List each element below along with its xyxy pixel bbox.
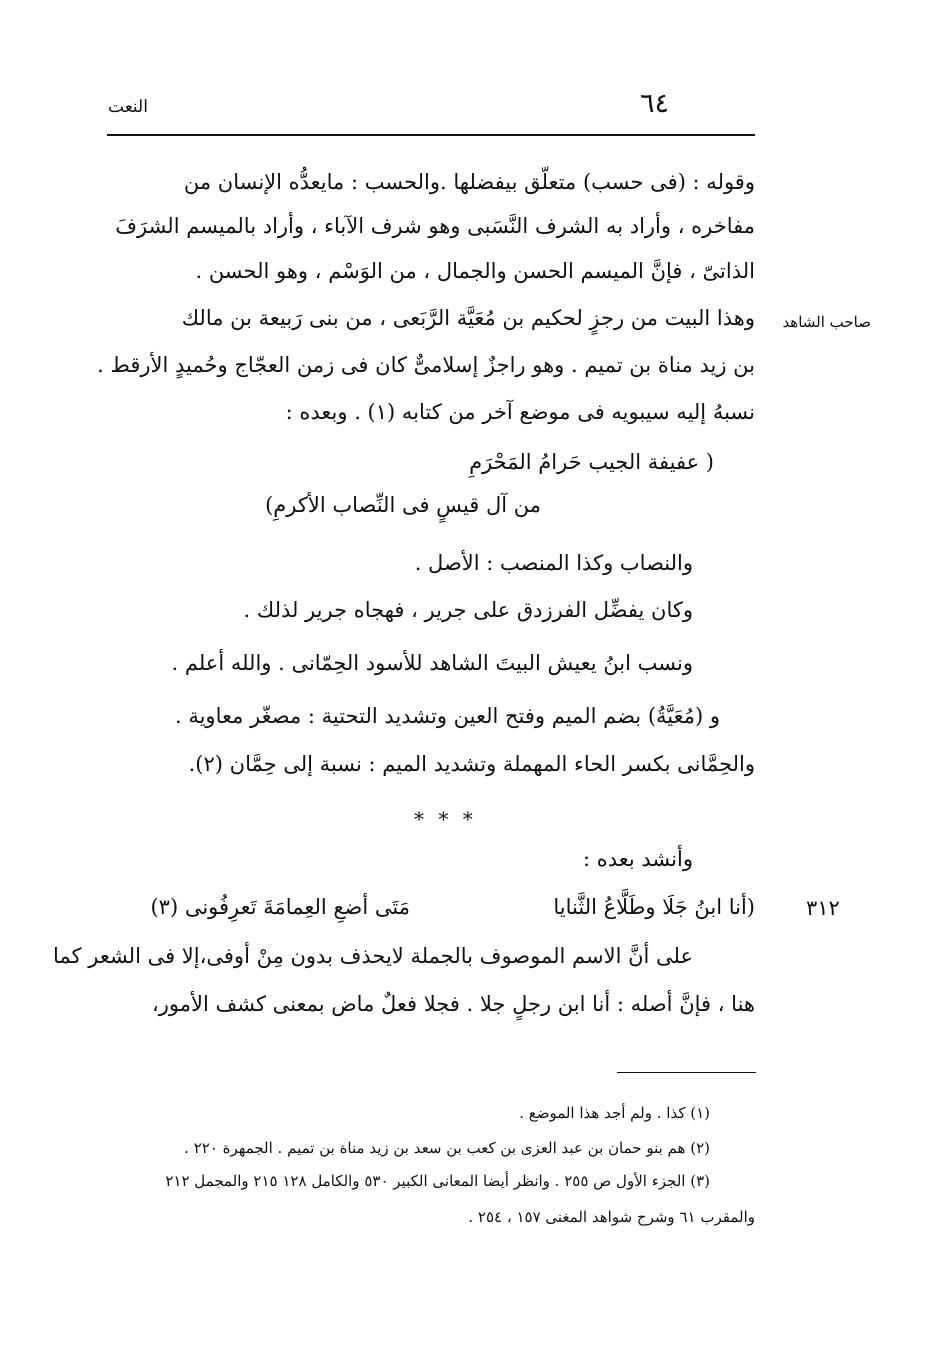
- verse-line: ( عفيفة الجيب حَرامُ المَحْرَمِ: [469, 450, 714, 474]
- text-line: والنصاب وكذا المنصب : الأصل .: [414, 551, 693, 575]
- text-line: هنا ، فإنَّ أصله : أنا ابن رجلٍ جلا . فجلا فعلٌ ماض بمعنى كشف الأمور،: [152, 992, 755, 1016]
- text-line: ونسب ابنُ يعيش البيتَ الشاهد للأسود الحِمّانى . والله أعلم .: [171, 651, 693, 675]
- footnote: (١) كذا . ولم أجد هذا الموضع .: [519, 1104, 710, 1122]
- text-line: الذاتىّ ، فإنَّ الميسم الحسن والجمال ، من الوَسْم ، وهو الحسن .: [195, 259, 755, 283]
- margin-note: صاحب الشاهد: [782, 313, 871, 331]
- running-header-title: النعت: [108, 97, 148, 117]
- text-line: وهذا البيت من رجزٍ لحكيم بن مُعَيَّة الرَّبَعى ، من بنى رَبيعة بن مالك: [181, 306, 755, 330]
- verse-number: ٣١٢: [806, 896, 840, 920]
- text-line: وكان يفضِّل الفرزدق على جرير ، فهجاه جرير لذلك .: [243, 598, 693, 622]
- text-line: و (مُعَيَّةُ) بضم الميم وفتح العين وتشديد التحتية : مصغّر معاوية .: [174, 704, 720, 728]
- text-line: بن زيد مناة بن تميم . وهو راجزٌ إسلامىٌّ كان فى زمن العجّاج وحُميدٍ الأرقط .: [97, 353, 755, 377]
- footnote: والمقرب ٦١ وشرح شواهد المغنى ١٥٧ ، ٢٥٤ .: [468, 1208, 755, 1226]
- text-line: وقوله : (فى حسب) متعلّق بيفضلها .والحسب : مايعدُّه الإنسان من: [183, 170, 755, 194]
- header-rule: [107, 134, 755, 136]
- text-line: مفاخره ، وأراد به الشرف النَّسَبى وهو شرف الآباء ، وأراد بالميسم الشرَفَ: [115, 214, 755, 238]
- text-line: وأنشد بعده :: [582, 847, 693, 871]
- page-number: ٦٤: [640, 88, 670, 119]
- footnote: (٣) الجزء الأول ص ٢٥٥ . وانظر أيضا المعانى الكبير ٥٣٠ والكامل ١٢٨ ٢١٥ والمجمل ٢١٢: [165, 1172, 710, 1190]
- section-separator: * * *: [414, 807, 477, 831]
- text-line: نسبهُ إليه سيبويه فى موضع آخر من كتابه (١) . وبعده :: [285, 400, 755, 424]
- text-line: والحِمَّانى بكسر الحاء المهملة وتشديد الميم : نسبة إلى حِمَّان (٢).: [188, 752, 755, 776]
- footnote-rule: [617, 1072, 756, 1073]
- verse-line: من آل قيسٍ فى النِّصاب الأكرمِ): [265, 493, 541, 517]
- verse-first-hemistich: (أنا ابنُ جَلَا وطَلَّاعُ الثَّنايا: [553, 895, 755, 919]
- footnote: (٢) هم بنو حمان بن عبد العزى بن كعب بن سعد بن زيد مناة بن تميم . الجمهرة ٢٢٠ .: [184, 1139, 710, 1157]
- verse-second-hemistich: مَتَى أضعِ العِمامَةَ تَعرِفُونى (٣): [150, 895, 410, 919]
- text-line: على أنَّ الاسم الموصوف بالجملة لايحذف بدون مِنْ أوفى،إلا فى الشعر كما: [53, 944, 693, 968]
